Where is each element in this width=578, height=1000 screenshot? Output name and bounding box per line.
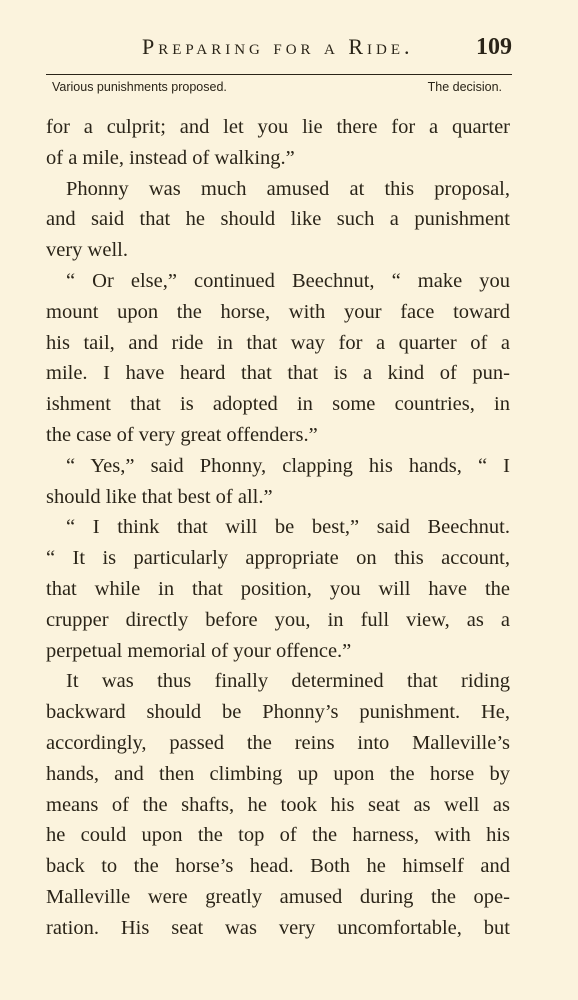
running-title: Preparing for a Ride.	[142, 34, 414, 59]
text-line: ishment that is adopted in some countries, in	[46, 393, 510, 416]
text-line: hands, and then climbing up upon the horse by	[46, 762, 510, 785]
sidenote-right: The decision.	[427, 80, 502, 94]
text-line: “ Yes,” said Phonny, clapping his hands, “ I	[66, 454, 510, 477]
header-rule	[46, 74, 512, 75]
text-line: It was thus finally determined that riding	[66, 670, 510, 693]
text-line: Phonny was much amused at this proposal,	[66, 177, 510, 200]
sidenote-left: Various punishments proposed.	[52, 80, 227, 94]
text-line: and said that he should like such a punishment	[46, 208, 510, 231]
running-head	[46, 34, 512, 68]
text-line: mile. I have heard that that is a kind of pun-	[46, 362, 510, 385]
body-text	[46, 112, 510, 944]
page-number: 109	[476, 34, 512, 60]
text-line: of a mile, instead of walking.”	[46, 146, 295, 169]
text-line: back to the horse’s head. Both he himself and	[46, 855, 510, 878]
text-line: his tail, and ride in that way for a quarter of a	[46, 331, 510, 354]
text-line: should like that best of all.”	[46, 485, 273, 508]
text-line: he could upon the top of the harness, with his	[46, 824, 510, 847]
text-line: backward should be Phonny’s punishment. He,	[46, 701, 510, 724]
text-line: ration. His seat was very uncomfortable, but	[46, 916, 510, 939]
text-line: Malleville were greatly amused during the ope-	[46, 885, 510, 908]
text-line: “ It is particularly appropriate on this account,	[46, 547, 510, 570]
text-line: means of the shafts, he took his seat as well as	[46, 793, 510, 816]
text-line: perpetual memorial of your offence.”	[46, 639, 352, 662]
text-line: accordingly, passed the reins into Malleville’s	[46, 731, 510, 754]
text-line: “ I think that will be best,” said Beechnut.	[66, 516, 510, 539]
sidenotes	[52, 80, 502, 98]
text-line: the case of very great offenders.”	[46, 423, 318, 446]
text-line: that while in that position, you will have the	[46, 577, 510, 600]
text-line: mount upon the horse, with your face toward	[46, 300, 510, 323]
text-line: very well.	[46, 239, 128, 262]
text-line: “ Or else,” continued Beechnut, “ make you	[66, 269, 510, 292]
text-line: for a culprit; and let you lie there for a quarter	[46, 116, 510, 138]
text-line: crupper directly before you, in full view, as a	[46, 608, 510, 631]
